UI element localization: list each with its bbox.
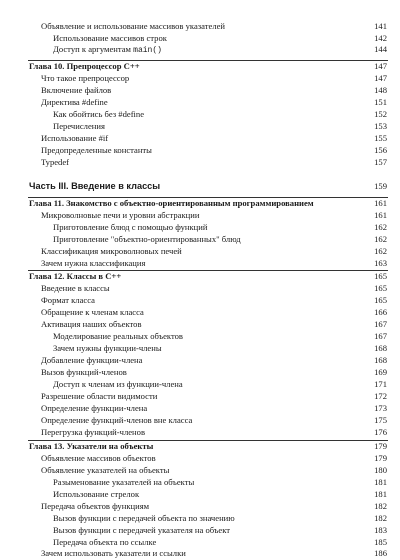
toc-entry-page: 153 (374, 121, 387, 131)
toc-entry-title: Typedef (41, 157, 70, 167)
toc-chapter-title: Глава 10. Препроцессор C++ (29, 61, 140, 71)
toc-entry-page: 163 (374, 258, 387, 268)
toc-entry-page: 148 (374, 85, 387, 95)
toc-entry-title: Определение функции-члена (41, 403, 148, 413)
toc-entry-page: 147 (374, 61, 387, 71)
toc-entry-page: 168 (374, 355, 387, 365)
toc-entry-title: Приготовление "объектно-ориентированных" блюд (53, 234, 241, 244)
toc-entry-page: 173 (374, 403, 387, 413)
toc-entry-title: Активация наших объектов (41, 319, 142, 329)
toc-entry-title: Добавление функции-члена (41, 355, 143, 365)
toc-entry-page: 155 (374, 133, 387, 143)
toc-entry-page: 186 (374, 548, 387, 558)
toc-entry-title: Передача объекта по ссылке (53, 537, 157, 547)
toc-entry-title: Передача объектов функциям (41, 501, 150, 511)
toc-entry-page: 165 (374, 295, 387, 305)
toc-entry-title: Зачем нужна классификация (41, 258, 146, 268)
toc-entry-title: Объявление и использование массивов указателей (41, 21, 226, 31)
toc-entry-page: 176 (374, 427, 387, 437)
toc-entry-page: 169 (374, 367, 387, 377)
toc-entry-page: 152 (374, 109, 387, 119)
toc-entry-page: 151 (374, 97, 387, 107)
toc-entry-title: Определение функций-членов вне класса (41, 415, 193, 425)
toc-entry-title: Зачем использовать указатели и ссылки (41, 548, 186, 558)
toc-entry-title: Микроволновые печи и уровни абстракции (41, 210, 200, 220)
toc-entry-page: 179 (374, 441, 387, 451)
toc-entry-title: Вызов функций-членов (41, 367, 127, 377)
toc-entry-title: Объявление указателей на объекты (41, 465, 170, 475)
toc-entry-title: Вызов функции с передачей указателя на объект (53, 525, 231, 535)
toc-entry-page: 185 (374, 537, 387, 547)
toc-entry-page: 182 (374, 513, 387, 523)
toc-entry-title: Директива #define (41, 97, 108, 107)
toc-entry-page: 180 (374, 465, 387, 475)
toc-entry-page: 165 (374, 283, 387, 293)
toc-entry-page: 182 (374, 501, 387, 511)
toc-entry-title: Предопределенные константы (41, 145, 152, 155)
toc-entry-page: 156 (374, 145, 387, 155)
toc-entry-title: Классификация микроволновых печей (41, 246, 182, 256)
toc-entry-title: Что такое препроцессор (41, 73, 130, 83)
toc-entry-title: Включение файлов (41, 85, 112, 95)
toc-entry-title: Перечисления (53, 121, 105, 131)
toc-entry-page: 181 (374, 489, 387, 499)
toc-chapter-title: Глава 13. Указатели на объекты (29, 441, 154, 451)
toc-entry-page: 147 (374, 73, 387, 83)
toc-entry-page: 183 (374, 525, 387, 535)
toc-entry-title: Зачем нужны функции-члены (53, 343, 162, 353)
toc-entry-title: Перегрузка функций-членов (41, 427, 146, 437)
toc-entry-page: 179 (374, 453, 387, 463)
toc-entry-page: 161 (374, 210, 387, 220)
toc-entry-page: 175 (374, 415, 387, 425)
toc-entry-page: 144 (374, 44, 387, 54)
toc-entry-title: Объявление массивов объектов (41, 453, 156, 463)
toc-entry-page: 165 (374, 271, 387, 281)
toc-entry-title: Формат класса (41, 295, 95, 305)
toc-entry-page: 142 (374, 32, 387, 43)
toc-entry-title: Обращение к членам класса (41, 307, 144, 317)
toc-entry-page: 157 (374, 157, 387, 167)
toc-entry-page: 166 (374, 307, 387, 317)
toc-entry-page: 181 (374, 477, 387, 487)
toc-entry-title: Доступ к членам из функции-члена (53, 379, 183, 389)
toc-entry-title: Вызов функции с передачей объекта по значению (53, 513, 235, 523)
toc-entry-page: 162 (374, 234, 387, 244)
toc-entry-title: Введение в классы (41, 283, 110, 293)
toc-entry-title: Моделирование реальных объектов (53, 331, 183, 341)
toc-entry-title: Разрешение области видимости (41, 391, 158, 401)
toc-entry-title: Использование #if (41, 133, 109, 143)
toc-entry-page: 172 (374, 391, 387, 401)
toc-entry-page: 162 (374, 222, 387, 232)
toc-chapter-title: Глава 12. Классы в C++ (29, 271, 122, 281)
toc-entry-page: 141 (374, 21, 387, 31)
toc-entry-title: Приготовление блюд с помощью функций (53, 222, 208, 232)
toc-entry-page: 167 (374, 331, 387, 341)
toc-entry-title: Как обойтись без #define (53, 109, 145, 119)
toc-entry-title: Разыменование указателей на объекты (53, 477, 195, 487)
toc-entry-title: Использование стрелок (53, 489, 140, 499)
toc-entry-page: 171 (374, 379, 387, 389)
toc-entry-title: Использование массивов строк (53, 32, 167, 43)
toc-entry-page: 161 (374, 198, 387, 208)
toc-entry-page: 159 (374, 181, 387, 191)
toc-entry-page: 162 (374, 246, 387, 256)
toc-entry-page: 167 (374, 319, 387, 329)
toc-entry-page: 168 (374, 343, 387, 353)
toc-chapter-title: Глава 11. Знакомство с объектно-ориентированным программированием (29, 198, 314, 208)
toc-entry-title: Доступ к аргументам main() (53, 44, 162, 55)
toc-part-title: Часть III. Введение в классы (29, 181, 161, 191)
